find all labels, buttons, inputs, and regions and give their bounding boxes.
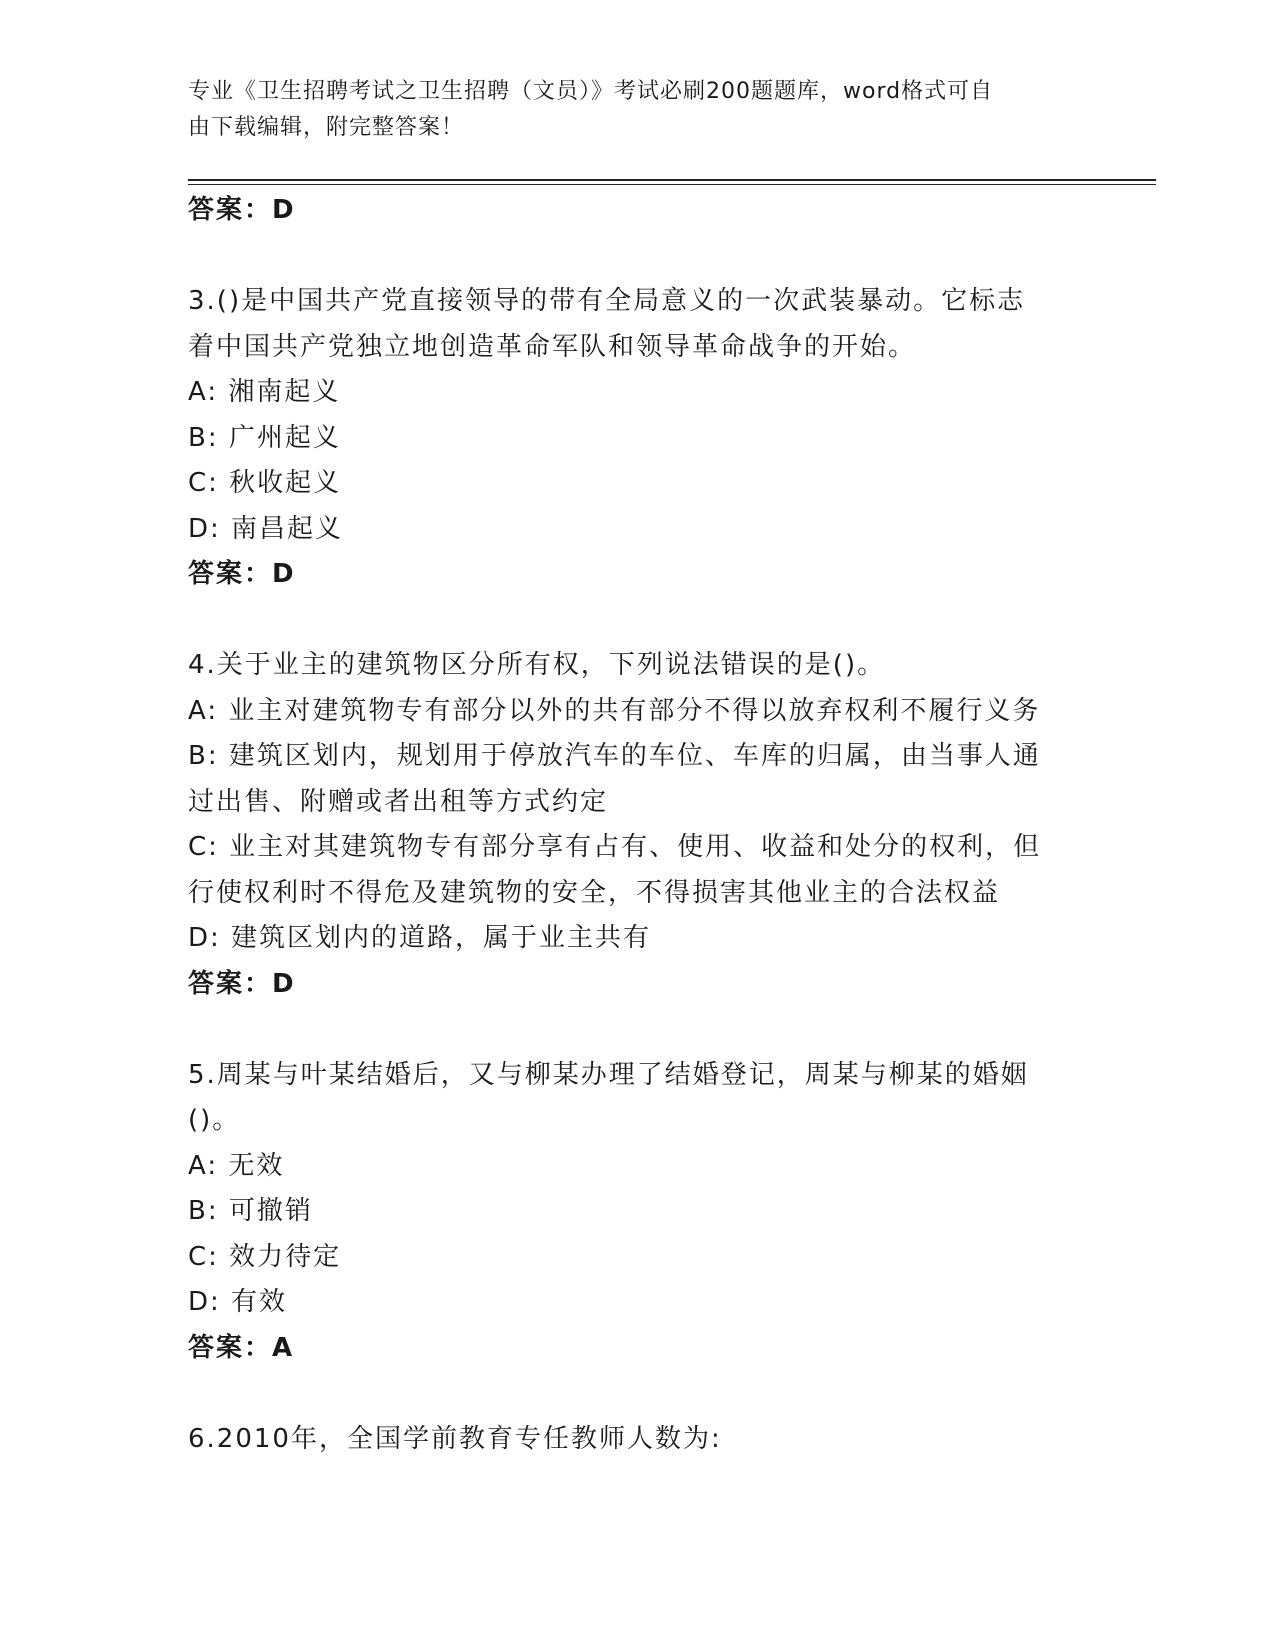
question-4-option-b-line-1: B: 建筑区划内，规划用于停放汽车的车位、车库的归属，由当事人通 <box>188 741 1041 771</box>
document-header <box>188 74 1068 146</box>
spacer <box>188 598 1088 644</box>
question-3-option-c: C: 秋收起义 <box>188 468 342 498</box>
question-3-option-a: A: 湘南起义 <box>188 377 341 407</box>
question-4 <box>188 643 1088 1007</box>
question-5-option-b: B: 可撤销 <box>188 1196 313 1226</box>
question-5-answer: 答案：A <box>188 1332 295 1363</box>
question-3-answer: 答案：D <box>188 559 296 589</box>
answer-previous: 答案：D <box>188 195 296 225</box>
question-list <box>188 188 1088 1462</box>
question-3-option-d: D: 南昌起义 <box>188 513 344 544</box>
question-4-option-c-line-1: C: 业主对其建筑物专有部分享有占有、使用、收益和处分的权利，但 <box>188 832 1042 862</box>
question-4-option-b-line-2: 过出售、附赠或者出租等方式约定 <box>188 786 609 817</box>
spacer <box>188 1007 1088 1053</box>
question-6 <box>188 1417 1088 1463</box>
spacer <box>188 1371 1088 1417</box>
question-4-option-c-line-2: 行使权利时不得危及建筑物的安全，不得损害其他业主的合法权益 <box>188 877 1001 908</box>
question-3-stem-line-2: 着中国共产党独立地创造革命军队和领导革命战争的开始。 <box>188 331 917 362</box>
header-line-1: 专业《卫生招聘考试之卫生招聘（文员）》考试必刷200题题库，word格式可自 <box>188 79 994 104</box>
question-4-option-a: A: 业主对建筑物专有部分以外的共有部分不得以放弃权利不履行义务 <box>188 695 1041 726</box>
question-4-stem: 4.关于业主的建筑物区分所有权，下列说法错误的是()。 <box>188 650 886 680</box>
header-line-2: 由下载编辑，附完整答案！ <box>188 115 465 140</box>
question-5 <box>188 1053 1088 1372</box>
question-5-option-d: D: 有效 <box>188 1287 288 1317</box>
question-5-stem-line-1: 5.周某与叶某结婚后，又与柳某办理了结婚登记，周某与柳某的婚姻 <box>188 1059 1029 1090</box>
question-4-option-d: D: 建筑区划内的道路，属于业主共有 <box>188 923 652 953</box>
question-3-stem-line-1: 3.()是中国共产党直接领导的带有全局意义的一次武装暴动。它标志 <box>188 286 1026 316</box>
question-3-option-b: B: 广州起义 <box>188 422 341 453</box>
question-4-answer: 答案：D <box>188 968 296 999</box>
header-divider-thick <box>188 179 1156 181</box>
question-5-option-c: C: 效力待定 <box>188 1241 342 1272</box>
question-5-option-a: A: 无效 <box>188 1150 285 1181</box>
header-divider-thin <box>188 184 1156 185</box>
question-3 <box>188 279 1088 598</box>
question-6-stem: 6.2010年，全国学前教育专任教师人数为: <box>188 1423 722 1454</box>
question-5-stem-line-2: ()。 <box>188 1105 241 1135</box>
spacer <box>188 234 1088 280</box>
